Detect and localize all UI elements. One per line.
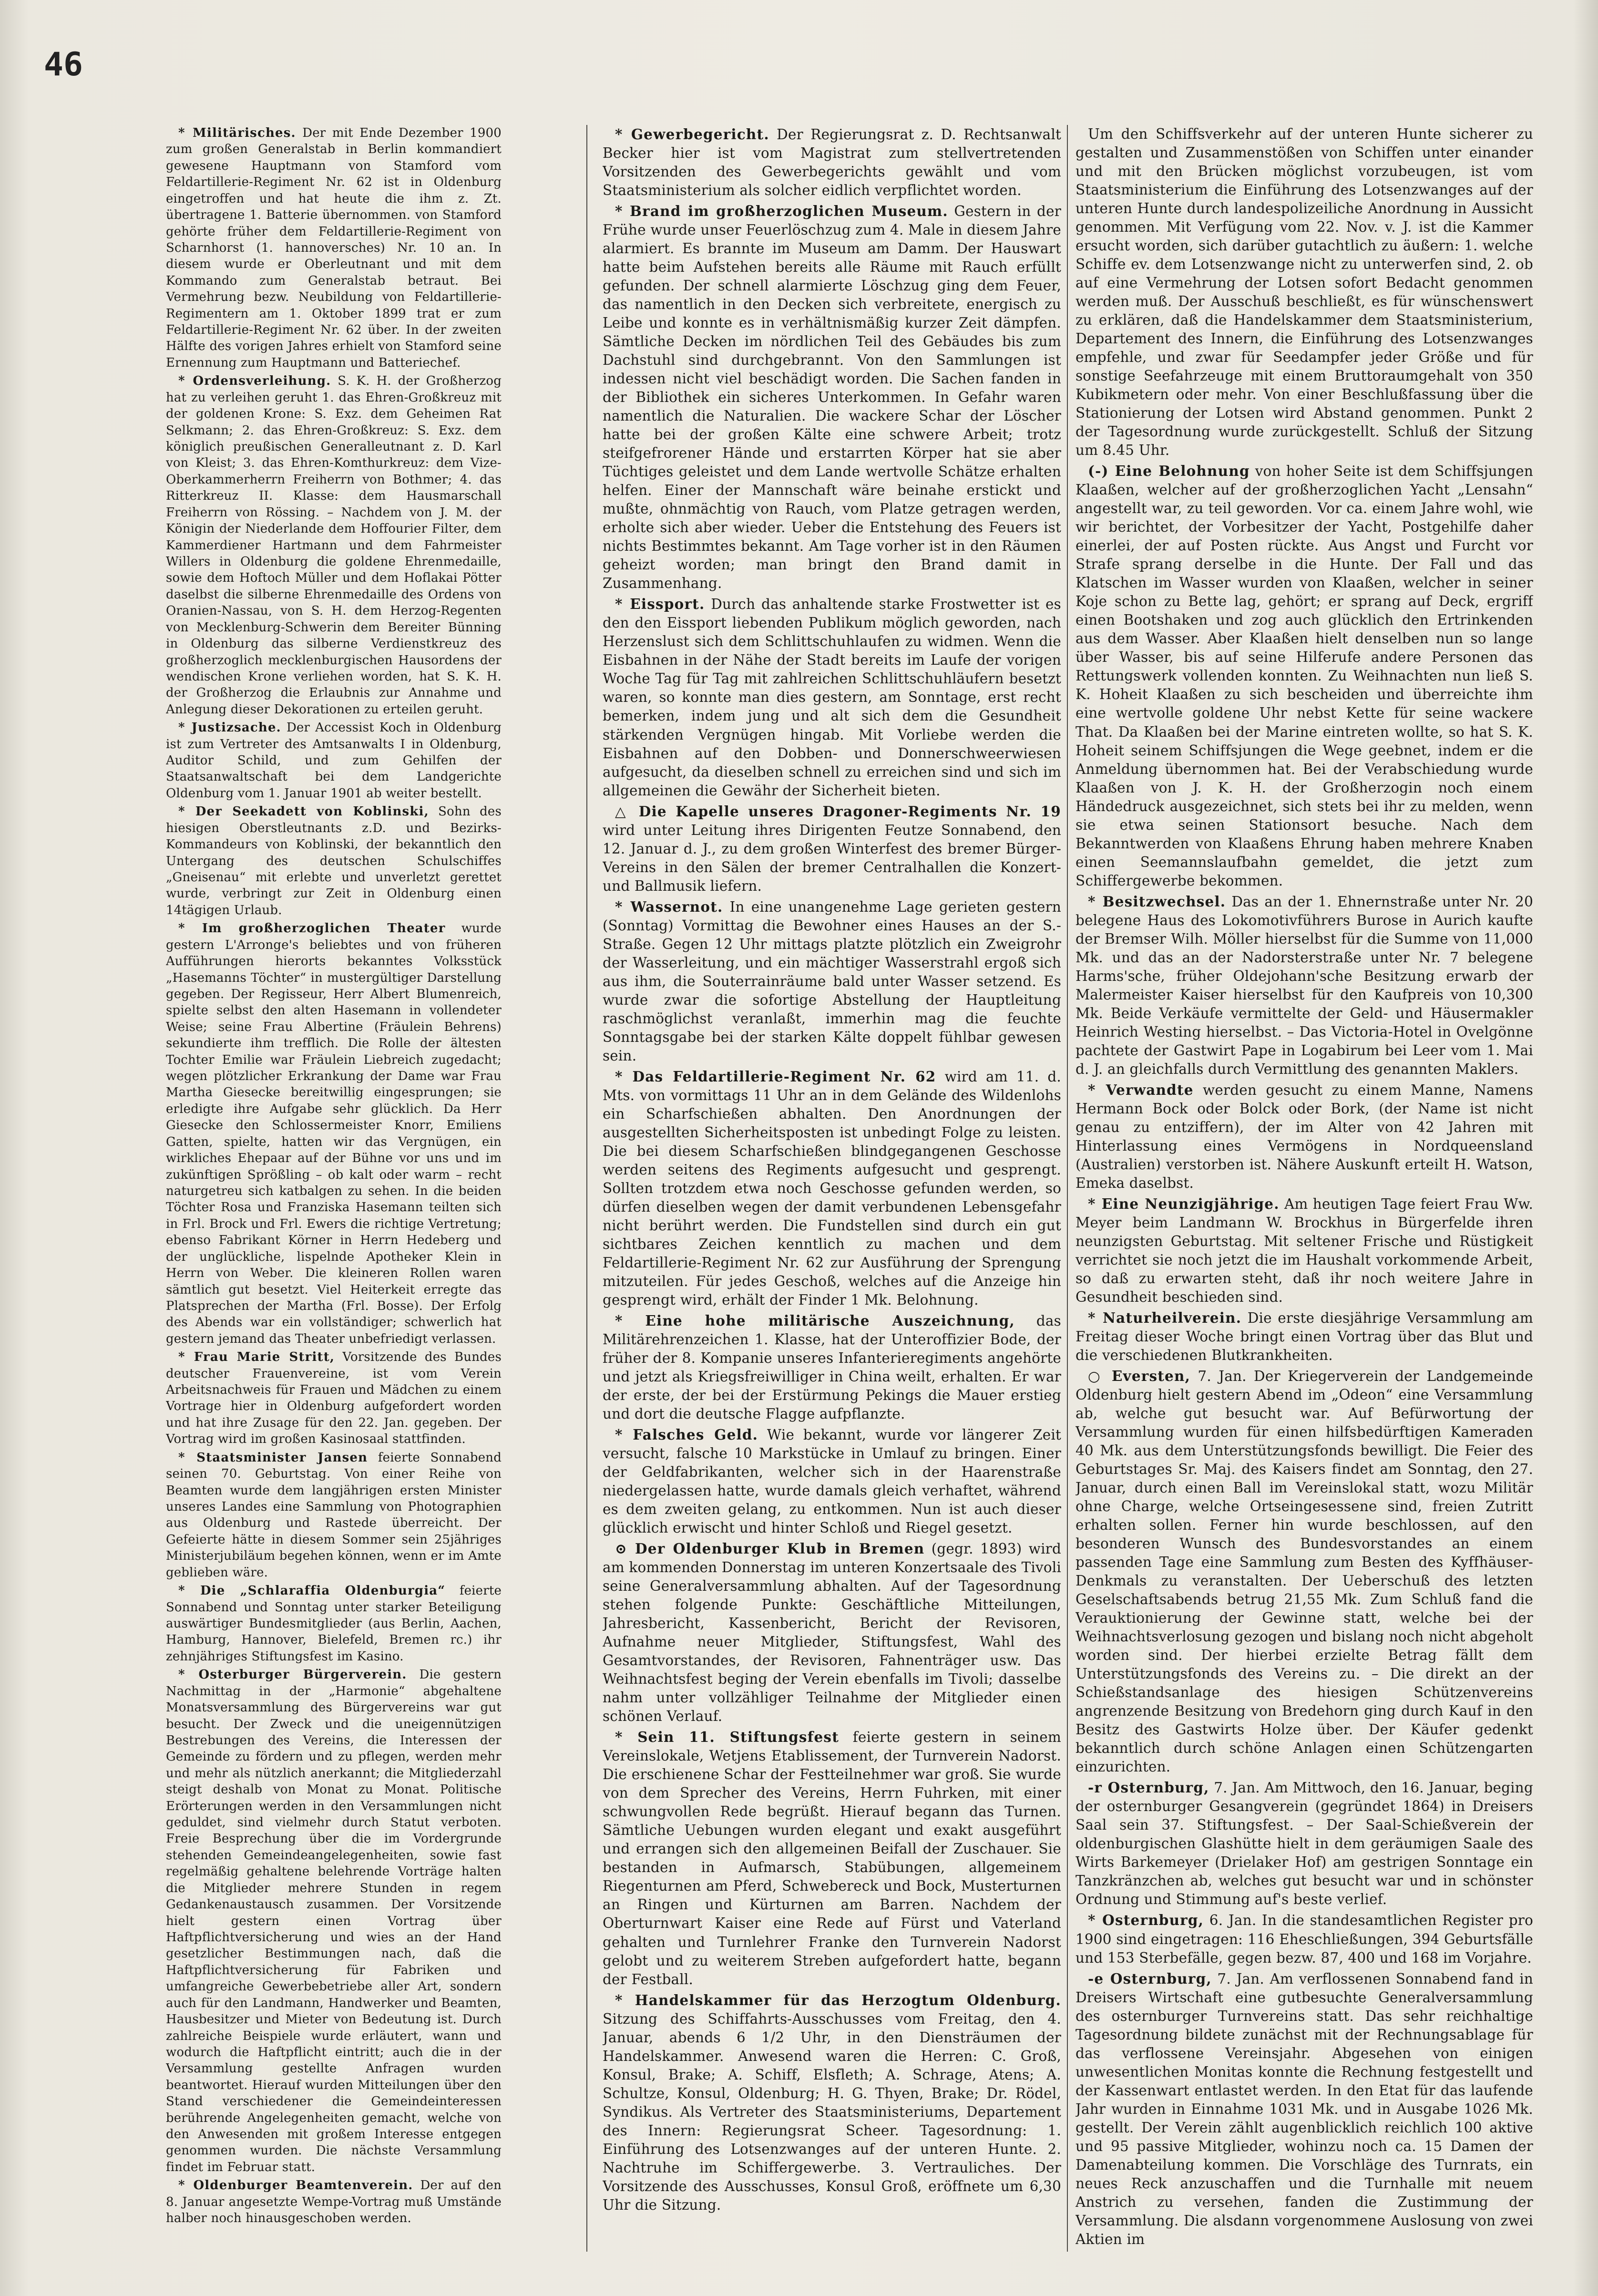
article-heading: * Der Seekadett von Koblinski, — [178, 804, 429, 819]
article-heading: * Sein 11. Stiftungsfest — [615, 1729, 840, 1746]
column-1 — [166, 125, 502, 2256]
article-heading: (-) Eine Belohnung — [1088, 463, 1250, 480]
article-heading: -e Osternburg, — [1088, 1970, 1212, 1987]
article-body: Der Accessist Koch in Oldenburg ist zum Vertreter des Amtsanwalts I in Oldenburg, Auditor Schild, und zum Gehilfen der Staatsanwaltschaft bei dem Landgerichte Oldenburg vom 1. Januar 1901 ab weiter bestellt. — [166, 721, 502, 801]
article — [603, 1991, 1061, 2214]
article-heading: * Naturheilverein. — [1088, 1309, 1242, 1326]
article — [1076, 1778, 1533, 1909]
article-heading: * Gewerbegericht. — [615, 126, 769, 143]
article-heading: ⊙ Der Oldenburger Klub in Bremen — [615, 1540, 925, 1557]
article-body: wird unter Leitung ihres Dirigenten Feutze Sonnabend, den 12. Januar d. J., zu dem großen Winterfest des bremer Bürger-Vereins in den Sälen der bremer Centralhallen die Konzert- und Ballmusik liefern. — [603, 822, 1061, 894]
article-heading: -r Osternburg, — [1088, 1779, 1209, 1796]
article-body: 6. Jan. In die standesamtlichen Register pro 1900 sind eingetragen: 116 Eheschließungen, 394 Geburtsfälle und 153 Sterbefälle, gegen bezw. 87, 400 und 168 im Vorjahre. — [1076, 1912, 1533, 1966]
article-body: S. K. H. der Großherzog hat zu verleihen geruht 1. das Ehren-Großkreuz mit der goldenen Krone: S. Exz. dem Geheimen Rat Selkmann; 2. das Ehren-Großkreuz: S. Exz. dem königlich preußischen Generalleutnant z. D. Karl von Kleist; 3. das Ehren-Komthurkreuz: dem Vize-Oberkammerherrn Freiherrn von Bothmer; 4. das Ritterkreuz II. Klasse: dem Hausmarschall Freiherrn von Rössing. – Nachdem von J. M. der Königin der Niederlande dem Hoffourier Filter, dem Kammerdiener Hartmann und dem Fahrmeister Willers in Oldenburg die goldene Ehrenmedaille, sowie dem Hoftoch Müller und dem Hoflakai Pötter daselbst die silberne Ehrenmedaille des Ordens von Oranien-Nassau, von S. H. dem Herzog-Regenten von Mecklenburg-Schwerin dem Bereiter Bünning in Oldenburg das silberne Verdienstkreuz des großherzoglich mecklenburgischen Hausordens der wendischen Krone verliehen worden, hat S. K. H. der Großherzog die Erlaubnis zur Annahme und Anlegung dieser Dekorationen zu erteilen geruht. — [166, 374, 502, 717]
article-heading: * Justizsache. — [178, 721, 281, 735]
article-heading: * Ordensverleihung. — [178, 374, 331, 389]
column-rule — [1067, 125, 1068, 2252]
article — [166, 720, 502, 802]
article-heading: ○ Eversten, — [1088, 1368, 1191, 1385]
article — [166, 1667, 502, 2175]
article-heading: * Frau Marie Stritt, — [178, 1350, 335, 1365]
article-body: von hoher Seite ist dem Schiffsjungen Klaaßen, welcher auf der großherzoglichen Yacht „Lensahn“ angestellt war, zu teil geworden. Vor ca. einem Jahre wohl, wie wir berichtet, der Vorbesitzer der Yacht, Postgehilfe daher einerlei, der auf Posten rückte. Aus Angst und Furcht vor Strafe sprang derselbe in die Hunte. Der Fall und das Klatschen im Wasser wurden von Klaaßen, welcher in seiner Koje schon zu Bette lag, gehört; er sprang auf Deck, ergriff einen Bootshaken und zog auch glücklich den Ertrinkenden aus dem Wasser. Aber Klaaßen hielt denselben nun so lange über Wasser, bis auf seine Hilferufe andere Personen das Rettungswerk vollenden konnten. Zu Weihnachten nun ließ S. K. Hoheit Klaaßen zu sich bescheiden und überreichte ihm eine wertvolle goldene Uhr nebst Kette für seine wackere That. Da Klaaßen bei der Marine eintreten wollte, so hat S. K. Hoheit seinem Schiffsjungen die Wege geebnet, indem er die Anmeldung übernommen hat. Bei der Verabschiedung wurde Klaaßen von J. K. H. der Großherzogin noch einem Händedruck ausgezeichnet, sich stets bei ihr zu melden, wenn sie etwa seinen Stationsort besuche. Nach dem Bekanntwerden von Klaaßens Ehrung haben mehrere Knaben einen Seemannslaufbahn gemeldet, die jetzt zum Schiffergewerbe bekommen. — [1076, 463, 1533, 889]
article-body: Der mit Ende Dezember 1900 zum großen Generalstab in Berlin kommandiert gewesene Hauptmann von Stamford vom Feldartillerie-Regiment Nr. 62 ist in Oldenburg eingetroffen und hat heute die ihm z. Zt. übertragene 1. Batterie übernommen. von Stamford gehörte früher dem Feldartillerie-Regiment von Scharnhorst (1. hannoversches) Nr. 10 an. In diesem wurde er Oberleutnant und mit dem Kommando zum Generalstab betraut. Bei Vermehrung bezw. Neubildung von Feldartillerie-Regimentern am 1. Oktober 1899 trat er zum Feldartillerie-Regiment Nr. 62 über. In der zweiten Hälfte des vorigen Jahres erhielt von Stamford seine Ernennung zum Hauptmann und Batteriechef. — [166, 126, 502, 370]
article — [603, 897, 1061, 1065]
column-3 — [1076, 125, 1533, 2256]
article — [603, 1539, 1061, 1726]
article — [603, 1311, 1061, 1423]
article-heading: * Wassernot. — [615, 898, 723, 915]
article-body: Gestern in der Frühe wurde unser Feuerlöschzug zum 4. Male in diesem Jahre alarmiert. Es brannte im Museum am Damm. Der Hauswart hatte beim Aufstehen bereits alle Räume mit Rauch erfüllt gefunden. Der schnell alarmierte Löschzug ging dem Feuer, das namentlich in den Decken sich verbreitete, energisch zu Leibe und konnte es in verhältnismäßig kurzer Zeit dämpfen. Sämtliche Decken im nördlichen Teil des Gebäudes bis zum Dachstuhl sind durchgebrannt. Von den Sammlungen ist indessen nicht viel beschädigt worden. Die Sachen fanden in der Bibliothek ein sicheres Unterkommen. In Gefahr waren namentlich die Naturalien. Die wackere Schar der Löscher hatte bei der großen Kälte eine schwere Arbeit; trotz steifgefrorener Hände und erstarrten Körper hat sie aber Tüchtiges geleistet und dem Lande wertvolle Schätze erhalten helfen. Einer der Mannschaft wäre beinahe erstickt und mußte, ohnmächtig von Rauch, vom Platze getragen werden, erholte sich aber wieder. Ueber die Entstehung des Feuers ist nichts Bestimmtes bekannt. Am Tage vorher ist in den Räumen geheizt worden; man bringt den Brand damit in Zusammenhang. — [603, 203, 1061, 592]
article-body: Vorsitzende des Bundes deutscher Frauenvereine, ist vom Verein Arbeitsnachweis für Frauen und Mädchen zu einem Vortrage hier in Oldenburg aufgefordert worden und hat ihre Zusage für den 22. Jan. gegeben. Der Vortrag wird im großen Kasinosaal stattfinden. — [166, 1350, 502, 1447]
article — [1076, 1969, 1533, 2249]
article-heading: * Falsches Geld. — [615, 1426, 758, 1443]
article — [1076, 1081, 1533, 1193]
article — [1076, 1367, 1533, 1776]
article-body: In eine unangenehme Lage gerieten gestern (Sonntag) Vormittag die Bewohner eines Hauses an der S.-Straße. Gegen 12 Uhr mittags platzte plötzlich ein Zweigrohr der Wasserleitung, und ein mächtiger Wasserstrahl ergoß sich aus ihm, die Souterrainräume bald unter Wasser setzend. Es wurde zwar die sofortige Abstellung der Hauptleitung raschmöglichst veranlaßt, immerhin mag die feuchte Sonntagsgabe bei der starken Kälte doppelt fühlbar gewesen sein. — [603, 898, 1061, 1064]
article — [166, 373, 502, 718]
article-heading: * Handelskammer für das Herzogtum Oldenburg. — [615, 1991, 1061, 2008]
article-body: das Militärehrenzeichen 1. Klasse, hat der Unteroffizier Bode, der früher der 8. Kompanie unseres Infanterieregiments angehörte und jetzt als Kriegsfreiwilliger in China weilt, erhalten. Er war der erste, der bei der Erstürmung Pekings die Mauer erstieg und dort die deutsche Flagge aufpflanzte. — [603, 1312, 1061, 1422]
article-body: Der Regierungsrat z. D. Rechtsanwalt Becker hier ist vom Magistrat zum stellvertretenden Vorsitzenden des Gewerbegerichts gewählt und vom Staatsministerium als solcher eidlich verpflichtet worden. — [603, 126, 1061, 199]
article-body: werden gesucht zu einem Manne, Namens Hermann Bock oder Bolck oder Bork, (der Name ist nicht genau zu entziffern), der im Alter von 42 Jahren mit Hinterlassung eines Vermögens in Nordqueensland (Australien) verstorben ist. Nähere Auskunft erteilt H. Watson, Emeka daselbst. — [1076, 1081, 1533, 1191]
article — [1076, 1194, 1533, 1307]
article — [166, 920, 502, 1347]
article-heading: * Osternburg, — [1088, 1912, 1204, 1929]
page-number: 46 — [44, 46, 83, 83]
article-heading: * Eine hohe militärische Auszeichnung, — [615, 1312, 1015, 1329]
article-heading: * Das Feldartillerie-Regiment Nr. 62 — [615, 1068, 936, 1085]
article-body: wird am 11. d. Mts. von vormittags 11 Uhr an in dem Gelände des Wildenlohs ein Scharfschießen abhalten. Den Anordnungen der ausgestellten Sicherheitsposten ist unbedingt Folge zu leisten. Die bei diesem Scharfschießen blindgegangenen Geschosse werden seitens des Regiments aufgesucht und gesprengt. Sollten trotzdem etwa noch Geschosse gefunden werden, so dürfen dieselben wegen der damit verbundenen Lebensgefahr nicht berührt werden. Die Fundstellen sind durch ein gut sichtbares Zeichen kenntlich zu machen und dem Feldartillerie-Regiment Nr. 62 zur Ausführung der Sprengung mitzuteilen. Für jedes Geschoß, welches auf die Anzeige hin gesprengt wird, erhält der Finder 1 Mk. Belohnung. — [603, 1068, 1061, 1308]
article-body: 7. Jan. Der Kriegerverein der Landgemeinde Oldenburg hielt gestern Abend im „Odeon“ eine Versammlung ab, welche gut besucht war. Auf Befürwortung der Versammlung wurden für einen hilfsbedürftigen Kameraden 40 Mk. aus dem Unterstützungsfonds bewilligt. Die Feier des Geburtstages Sr. Maj. des Kaisers findet am Sonntag, den 27. Januar, durch einen Ball im Vereinslokal statt, wozu Militär ohne Charge, welche Ortseingesessene sind, freien Zutritt erhalten sollen. Ferner hin wurde beschlossen, auf den besonderen Wunsch des Bundesvorstandes an einem passenden Tage eine Sammlung zum Besten des Kyffhäuser-Denkmals zu veranstalten. Der Ueberschuß des letzten Geselschaftsabends betrug 21,55 Mk. Zum Schluß fand die Verauktionierung der Gewinne statt, welche bei der Weihnachtsverlosung gezogen und bislang noch nicht abgeholt worden sind. Der hierbei erzielte Betrag fällt dem Unterstützungsfonds des Vereins zu. – Die direkt an der Schießstandsanlage des hiesigen Schützenvereins angrenzende Besitzung von Bredehorn ging durch Kauf in den Besitz des Gastwirts Holze über. Der Käufer gedenkt bekanntlich durch schöne Anlagen einen Schützengarten einzurichten. — [1076, 1368, 1533, 1775]
article-heading: * Eine Neunzigjährige. — [1088, 1195, 1280, 1212]
article-heading: * Besitzwechsel. — [1088, 893, 1226, 910]
article-heading: * Brand im großherzoglichen Museum. — [615, 203, 948, 220]
article — [166, 1349, 502, 1448]
article — [603, 595, 1061, 800]
article — [603, 1067, 1061, 1309]
article — [1076, 462, 1533, 890]
article — [1076, 125, 1533, 460]
article-heading: * Eissport. — [615, 596, 705, 613]
article-heading: △ Die Kapelle unseres Dragoner-Regiments Nr. 19 — [615, 803, 1061, 820]
article — [166, 125, 502, 371]
article — [166, 803, 502, 918]
article — [1076, 1308, 1533, 1365]
article-heading: * Die „Schlaraffia Oldenburgia“ — [178, 1584, 446, 1598]
article-body: 7. Jan. Am verflossenen Sonnabend fand in Dreisers Wirtschaft eine gutbesuchte Generalversammlung des osternburger Turnvereins statt. Das sehr reichhaltige Tagesordnung bildete zunächst mit der Rechnungsablage für das verflossene Vereinsjahr. Abgesehen von einigen unwesentlichen Monitas konnte die Rechnung festgestellt und der Kassenwart entlastet werden. In den Etat für das laufende Jahr wurden in Einnahme 1031 Mk. und in Ausgabe 1026 Mk. gestellt. Der Verein zählt augenblicklich reichlich 100 aktive und 95 passive Mitglieder, wohinzu noch ca. 15 Damen der Damenabteilung kommen. Die Vorschläge des Turnrats, ein neues Reck anzuschaffen und die Turnhalle mit neuem Anstrich zu versehen, fanden die Zustimmung der Versammlung. Die alsdann vorgenommene Auslosung von zwei Aktien im — [1076, 1970, 1533, 2247]
article-heading: * Militärisches. — [178, 126, 296, 140]
article-body: wurde gestern L'Arronge's beliebtes und von früheren Aufführungen hierorts bekanntes Volksstück „Hasemanns Töchter“ in mustergültiger Darstellung gegeben. Der Regisseur, Herr Albert Blumenreich, spielte selbst den alten Hasemann in vollendeter Weise; seine Frau Albertine (Fräulein Behrens) sekundierte ihm trefflich. Die Rolle der ältesten Tochter Emilie war Fräulein Liebreich zugedacht; wegen plötzlicher Erkrankung der Dame war Frau Martha Giesecke bereitwillig eingesprungen; sie erledigte ihre Aufgabe sehr glücklich. Da Herr Giesecke den Schlossermeister Knorr, Emiliens Gatten, spielte, hatten wir das Vergnügen, ein wirkliches Ehepaar auf der Bühne vor uns und im zukünftigen Sprößling – ob kalt oder warm – recht naturgetreu sich katbalgen zu sehen. In die beiden Töchter Rosa und Franziska Hasemann teilten sich in Frl. Brock und Frl. Ewers die richtige Vertretung; ebenso Fabrikant Körner in Herrn Hedeberg und der unglückliche, lispelnde Apotheker Klein in Herrn von Weber. Die kleineren Rollen waren sämtlich gut besetzt. Viel Heiterkeit erregte das Platsprechen der Martha (Frl. Bosse). Der Erfolg des Abends war ein vollständiger; schwerlich hat gestern jemand das Theater unbefriedigt verlassen. — [166, 921, 502, 1346]
article-body: feierte Sonnabend seinen 70. Geburtstag. Von einer Reihe von Beamten wurde dem langjährigen ersten Minister unseres Landes eine Sammlung von Photographien aus Oldenburg und Rastede überreicht. Der Gefeierte hätte in diesem Sommer sein 25jähriges Ministerjubiläum begehen können, wenn er im Amte geblieben wäre. — [166, 1450, 502, 1580]
article — [603, 202, 1061, 593]
column-rule — [586, 125, 587, 2252]
article-body: Sohn des hiesigen Oberstleutnants z.D. und Bezirks-Kommandeurs von Koblinski, der bekanntlich den Untergang des deutschen Schulschiffes „Gneisenau“ mit erlebte und unverletzt gerettet wurde, verbringt zur Zeit in Oldenburg einen 14tägigen Urlaub. — [166, 804, 502, 917]
article-body: Wie bekannt, wurde vor längerer Zeit versucht, falsche 10 Markstücke in Umlauf zu bringen. Einer der Geldfabrikanten, welcher sich in der Haarenstraße niedergelassen hatte, wurde damals gleich verhaftet, während es dem zweiten gelang, zu entkommen. Nun ist auch dieser glücklich erwischt und hinter Schloß und Riegel gesetzt. — [603, 1427, 1061, 1536]
article-body: Das an der 1. Ehnernstraße unter Nr. 20 belegene Haus des Lokomotivführers Burose in Aurich kaufte der Bremser Wilh. Möller hierselbst für die Summe von 11,000 Mk. und das an der Nadorsterstraße unter Nr. 7 belegene Harms'sche, früher Oldejohann'sche Besitzung erwarb der Malermeister Kaiser hierselbst für den Kaufpreis von 10,300 Mk. Beide Verkäufe vermittelte der Geld- und Häusermakler Heinrich Westing hierselbst. – Das Victoria-Hotel in Ovelgönne pachtete der Gastwirt Pape in Logabirum bei Leer vom 1. Mai d. J. an gleichfalls durch Vermittlung des genannten Maklers. — [1076, 893, 1533, 1077]
article — [603, 1425, 1061, 1537]
article — [1076, 892, 1533, 1079]
article-body: Durch das anhaltende starke Frostwetter ist es den den Eissport liebenden Publikum möglich geworden, nach Herzenslust sich dem Schlittschuhlaufen zu widmen. Wenn die Eisbahnen in der Nähe der Stadt bereits im Laufe der vorigen Woche Tag für Tag mit zahlreichen Schlittschuhläufern besetzt waren, so konnte man dies gestern, am Sonntage, erst recht bemerken, indem jung und alt sich dem die Gesundheit stärkenden Vergnügen hingab. Mit Vorliebe werden die Eisbahnen auf den Dobben- und Donnerschweerwiesen aufgesucht, da dieselben schnell zu erreichen sind und sich im allgemeinen die Gewähr der Sicherheit bieten. — [603, 596, 1061, 799]
column-2 — [603, 125, 1061, 2256]
article — [166, 1583, 502, 1665]
article-body: Um den Schiffsverkehr auf der unteren Hunte sicherer zu gestalten und Zusammenstößen von Schiffen unter einander und mit den Brücken möglichst vorzubeugen, ist vom Staatsministerium die Einführung des Lotsenzwanges auf der unteren Hunte durch landespolizeiliche Anordnung in Aussicht genommen. Mit Verfügung vom 22. Nov. v. J. ist die Kammer ersucht worden, sich darüber gutachtlich zu äußern: 1. welche Schiffe ev. dem Lotsenzwange nicht zu unterwerfen sind, 2. ob auf eine Vermehrung der Lotsen sofort Bedacht genommen werden muß. Der Ausschuß beschließt, es für wünschenswert zu erklären, daß die Handelskammer dem Staatsministerium, Departement des Innern, die Einführung des Lotsenzwanges empfehle, und zwar für Seedampfer jeder Größe und für sonstige Seefahrzeuge mit einem Bruttoraumgehalt von 350 Kubikmetern oder mehr. Von einer Beschlußfassung über die Stationierung der Lotsen wird Abstand genommen. Punkt 2 der Tagesordnung wurde zurückgestellt. Schluß der Sitzung um 8.45 Uhr. — [1076, 126, 1533, 459]
article — [1076, 1911, 1533, 1967]
article-body: Die erste diesjährige Versammlung am Freitag dieser Woche bringt einen Vortrag über das Blut und die verschiedenen Blutkrankheiten. — [1076, 1309, 1533, 1364]
article — [603, 802, 1061, 896]
article-body: feierte Sonnabend und Sonntag unter starker Beteiligung auswärtiger Bundesmitglieder (aus Berlin, Aachen, Hamburg, Hannover, Bielefeld, Bremen rc.) ihr zehnjähriges Stiftungsfest im Kasino. — [166, 1584, 502, 1664]
article-heading: * Oldenburger Beamtenverein. — [178, 2178, 413, 2193]
article-heading: * Im großherzoglichen Theater — [178, 921, 446, 936]
article — [166, 2177, 502, 2226]
article-heading: * Staatsminister Jansen — [178, 1450, 368, 1465]
article-body: Sitzung des Schiffahrts-Ausschusses vom Freitag, den 4. Januar, abends 6 1/2 Uhr, in den Diensträumen der Handelskammer. Anwesend waren die Herren: C. Groß, Konsul, Brake; A. Schiff, Elsfleth; A. Schrage, Atens; A. Schultze, Konsul, Oldenburg; H. G. Thyen, Brake; Dr. Rödel, Syndikus. Als Vertreter des Staatsministeriums, Departement des Innern: Regierungsrat Scheer. Tagesordnung: 1. Einführung des Lotsenzwanges auf der unteren Hunte. 2. Nachtruhe im Schiffergewerbe. 3. Vertrauliches. Der Vorsitzende des Ausschusses, Konsul Groß, eröffnete um 6,30 Uhr die Sitzung. — [603, 2010, 1061, 2213]
article-body: feierte gestern in seinem Vereinslokale, Wetjens Etablissement, der Turnverein Nadorst. Die erschienene Schar der Festteilnehmer war groß. Sie wurde von dem Sprecher des Vereins, Herrn Fuhrken, mit einer schwungvollen Rede begrüßt. Hierauf begann das Turnen. Sämtliche Uebungen wurden elegant und exakt ausgeführt und errangen sich den allgemeinen Beifall der Zuschauer. Sie bestanden in Aufmarsch, Stabübungen, allgemeinem Riegenturnen am Pferd, Schwebereck und Bock, Musterturnen an Ringen und Kürturnen am Barren. Nachdem der Oberturnwart Kaiser eine Rede auf Fürst und Vaterland gehalten und Turnlehrer Franke den Turnverein Nadorst gelobt und zu weiterem Streben aufgefordert hatte, begann der Festball. — [603, 1729, 1061, 1987]
article — [603, 125, 1061, 200]
article — [166, 1450, 502, 1581]
article-heading: * Verwandte — [1088, 1081, 1194, 1098]
article-body: Die gestern Nachmittag in der „Harmonie“ abgehaltene Monatsversammlung des Bürgervereins war gut besucht. Der Zweck und die uneigennützigen Bestrebungen des Vereins, die Interessen der Gemeinde zu fördern und zu pflegen, werden mehr und mehr als nützlich anerkannt; die Mitgliederzahl steigt deshalb von Monat zu Monat. Politische Erörterungen werden in den Versammlungen nicht geduldet, sind vielmehr durch Statut verboten. Freie Besprechung über die im Vordergrunde stehenden Gemeindeangelegenheiten, sowie fast regelmäßig gehaltene belehrende Vorträge halten die Mitglieder mehrere Stunden in regem Gedankenaustausch zusammen. Der Vorsitzende hielt gestern einen Vortrag über Haftpflichtversicherung und wies an der Hand gesetzlicher Bestimmungen nach, daß die Haftpflichtversicherung für Fabriken und umfangreiche Gewerbebetriebe aller Art, sondern auch für den Landmann, Handwerker und Beamten, Hausbesitzer und Mieter von Bedeutung ist. Durch zahlreiche Beispiele wurde erläutert, wann und wodurch die Haftpflicht eintritt; auch die in der Versammlung gestellte Anfragen wurden beantwortet. Hierauf wurden Mitteilungen über den Stand verschiedener die Gemeindeinteressen berührende Angelegenheiten gemacht, welche von den Anwesenden mit großem Interesse entgegen genommen wurden. Die nächste Versammlung findet im Februar statt. — [166, 1668, 502, 2174]
article-body: (gegr. 1893) wird am kommenden Donnerstag im unteren Konzertsaale des Tivoli seine Generalversammlung abhalten. Auf der Tagesordnung stehen folgende Punkte: Geschäftliche Mitteilungen, Jahresbericht, Kassenbericht, Bericht der Revisoren, Aufnahme neuer Mitglieder, Stiftungsfest, Wahl des Gesamtvorstandes, der Revisoren, Fahnenträger usw. Das Weihnachtsfest beging der Verein ebenfalls im Tivoli; dasselbe nahm unter vollzähliger Teilnahme der Mitglieder einen schönen Verlauf. — [603, 1541, 1061, 1725]
article-heading: * Osterburger Bürgerverein. — [178, 1668, 407, 1682]
article-body: Der auf den 8. Januar angesetzte Wempe-Vortrag muß Umstände halber noch hinausgeschoben werden. — [166, 2178, 502, 2226]
article-body: Am heutigen Tage feiert Frau Ww. Meyer beim Landmann W. Brockhus in Bürgerfelde ihren neunzigsten Geburtstag. Mit seltener Frische und Rüstigkeit verrichtet sie noch jetzt die im Haushalt vorkommende Arbeit, so daß zu erwarten steht, daß ihr noch weitere Jahre in Gesundheit beschieden sind. — [1076, 1195, 1533, 1305]
article-body: 7. Jan. Am Mittwoch, den 16. Januar, beging der osternburger Gesangverein (gegründet 1864) in Dreisers Saal sein 37. Stiftungsfest. – Der Saal-Schießverein der oldenburgischen Glashütte hielt in dem geräumigen Saale des Wirts Barkemeyer (Drielaker Hof) am gestrigen Sonntage ein Tanzkränzchen ab, welches gut besucht war und in schönster Ordnung und Stimmung auf's beste verlief. — [1076, 1780, 1533, 1908]
article — [603, 1728, 1061, 1988]
